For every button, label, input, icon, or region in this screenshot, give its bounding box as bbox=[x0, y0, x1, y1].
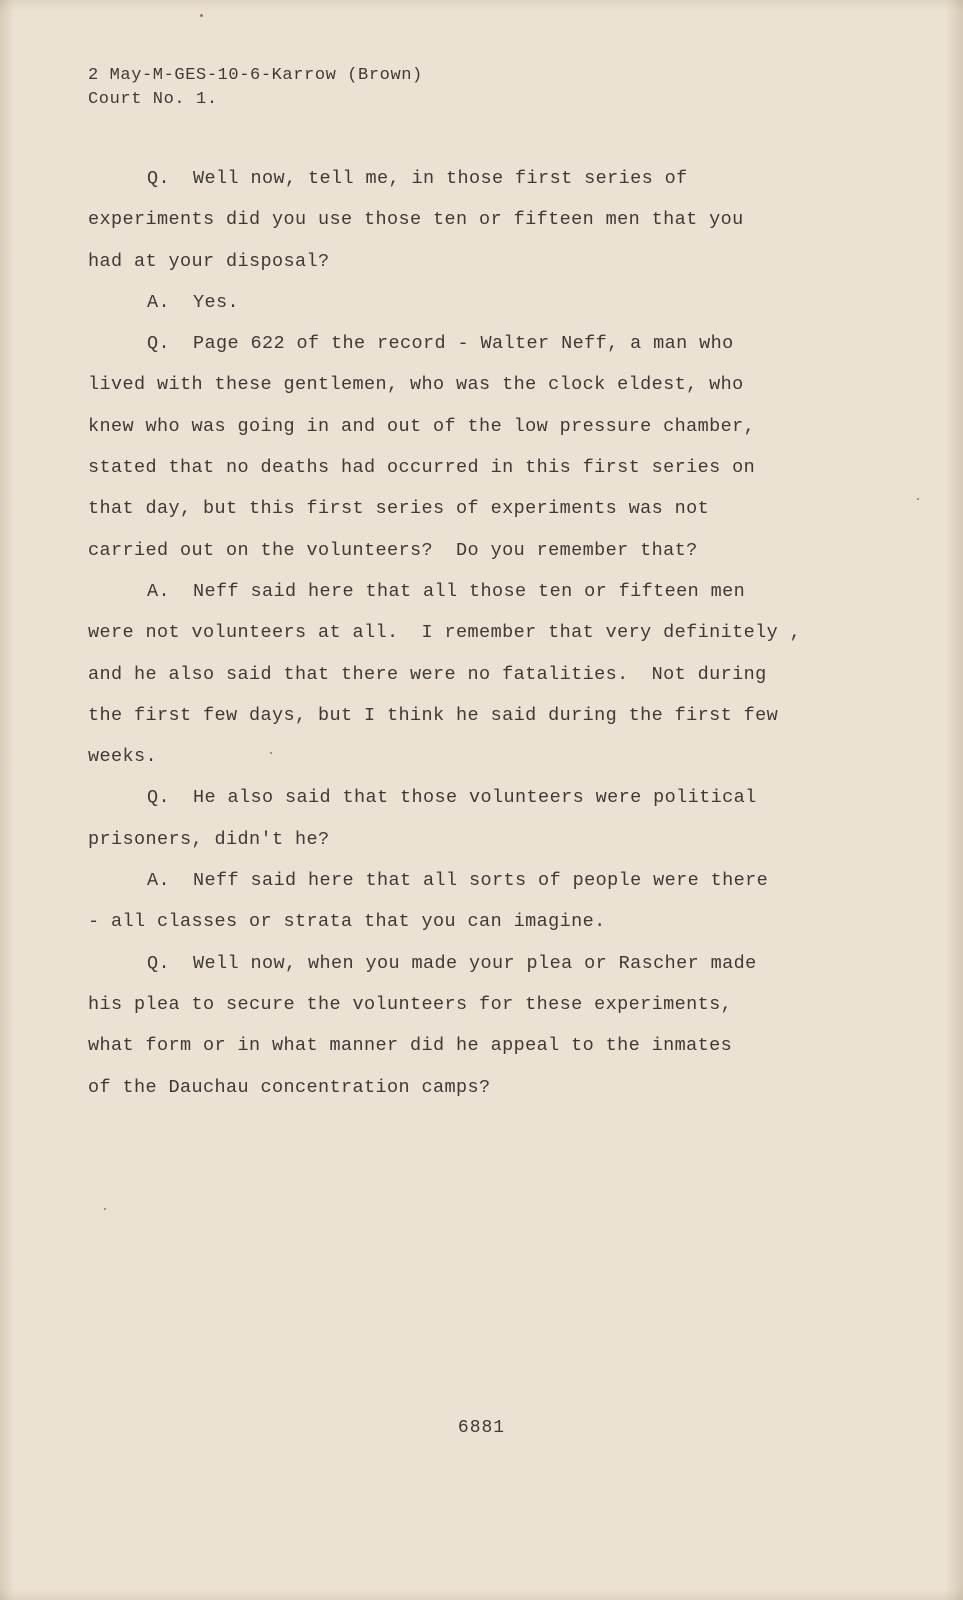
transcript-line: weeks. bbox=[88, 746, 158, 768]
transcript-line: Q. Well now, when you made your plea or Rascher made bbox=[147, 952, 757, 974]
transcript-line: were not volunteers at all. I remember that very definitely , bbox=[88, 622, 802, 644]
transcript-line: A. Neff said here that all sorts of people were there bbox=[147, 870, 769, 892]
transcript-line: Q. He also said that those volunteers were political bbox=[147, 787, 757, 809]
transcript-line: prisoners, didn't he? bbox=[88, 828, 330, 850]
transcript-line: of the Dauchau concentration camps? bbox=[88, 1076, 491, 1098]
transcript-line: lived with these gentlemen, who was the clock eldest, who bbox=[88, 374, 744, 396]
transcript-line: carried out on the volunteers? Do you remember that? bbox=[88, 539, 698, 561]
transcript-line: - all classes or strata that you can imagine. bbox=[88, 911, 606, 933]
transcript-line: the first few days, but I think he said during the first few bbox=[88, 704, 779, 726]
transcript-line: knew who was going in and out of the low pressure chamber, bbox=[88, 415, 756, 437]
document-header bbox=[88, 64, 423, 112]
paper-speck bbox=[270, 752, 272, 754]
transcript-body bbox=[88, 158, 868, 1108]
transcript-line: that day, but this first series of experiments was not bbox=[88, 498, 710, 520]
transcript-line: A. Neff said here that all those ten or fifteen men bbox=[147, 580, 746, 602]
transcript-line: stated that no deaths had occurred in this first series on bbox=[88, 457, 756, 479]
transcript-line: Q. Page 622 of the record - Walter Neff, a man who bbox=[147, 333, 734, 355]
transcript-line: and he also said that there were no fatalities. Not during bbox=[88, 663, 767, 685]
transcript-line: had at your disposal? bbox=[88, 250, 330, 272]
paper-speck bbox=[104, 1208, 106, 1210]
transcript-line: what form or in what manner did he appeal to the inmates bbox=[88, 1035, 733, 1057]
page-number: 6881 bbox=[457, 1418, 506, 1438]
transcript-line: experiments did you use those ten or fifteen men that you bbox=[88, 209, 744, 231]
transcript-line: his plea to secure the volunteers for these experiments, bbox=[88, 993, 733, 1015]
transcript-line: A. Yes. bbox=[147, 291, 240, 313]
header-court-number: Court No. 1. bbox=[88, 90, 218, 109]
paper-speck bbox=[200, 14, 203, 17]
header-case-reference: 2 May-M-GES-10-6-Karrow (Brown) bbox=[88, 66, 423, 85]
paper-speck bbox=[917, 498, 919, 500]
transcript-line: Q. Well now, tell me, in those first series of bbox=[147, 168, 688, 189]
